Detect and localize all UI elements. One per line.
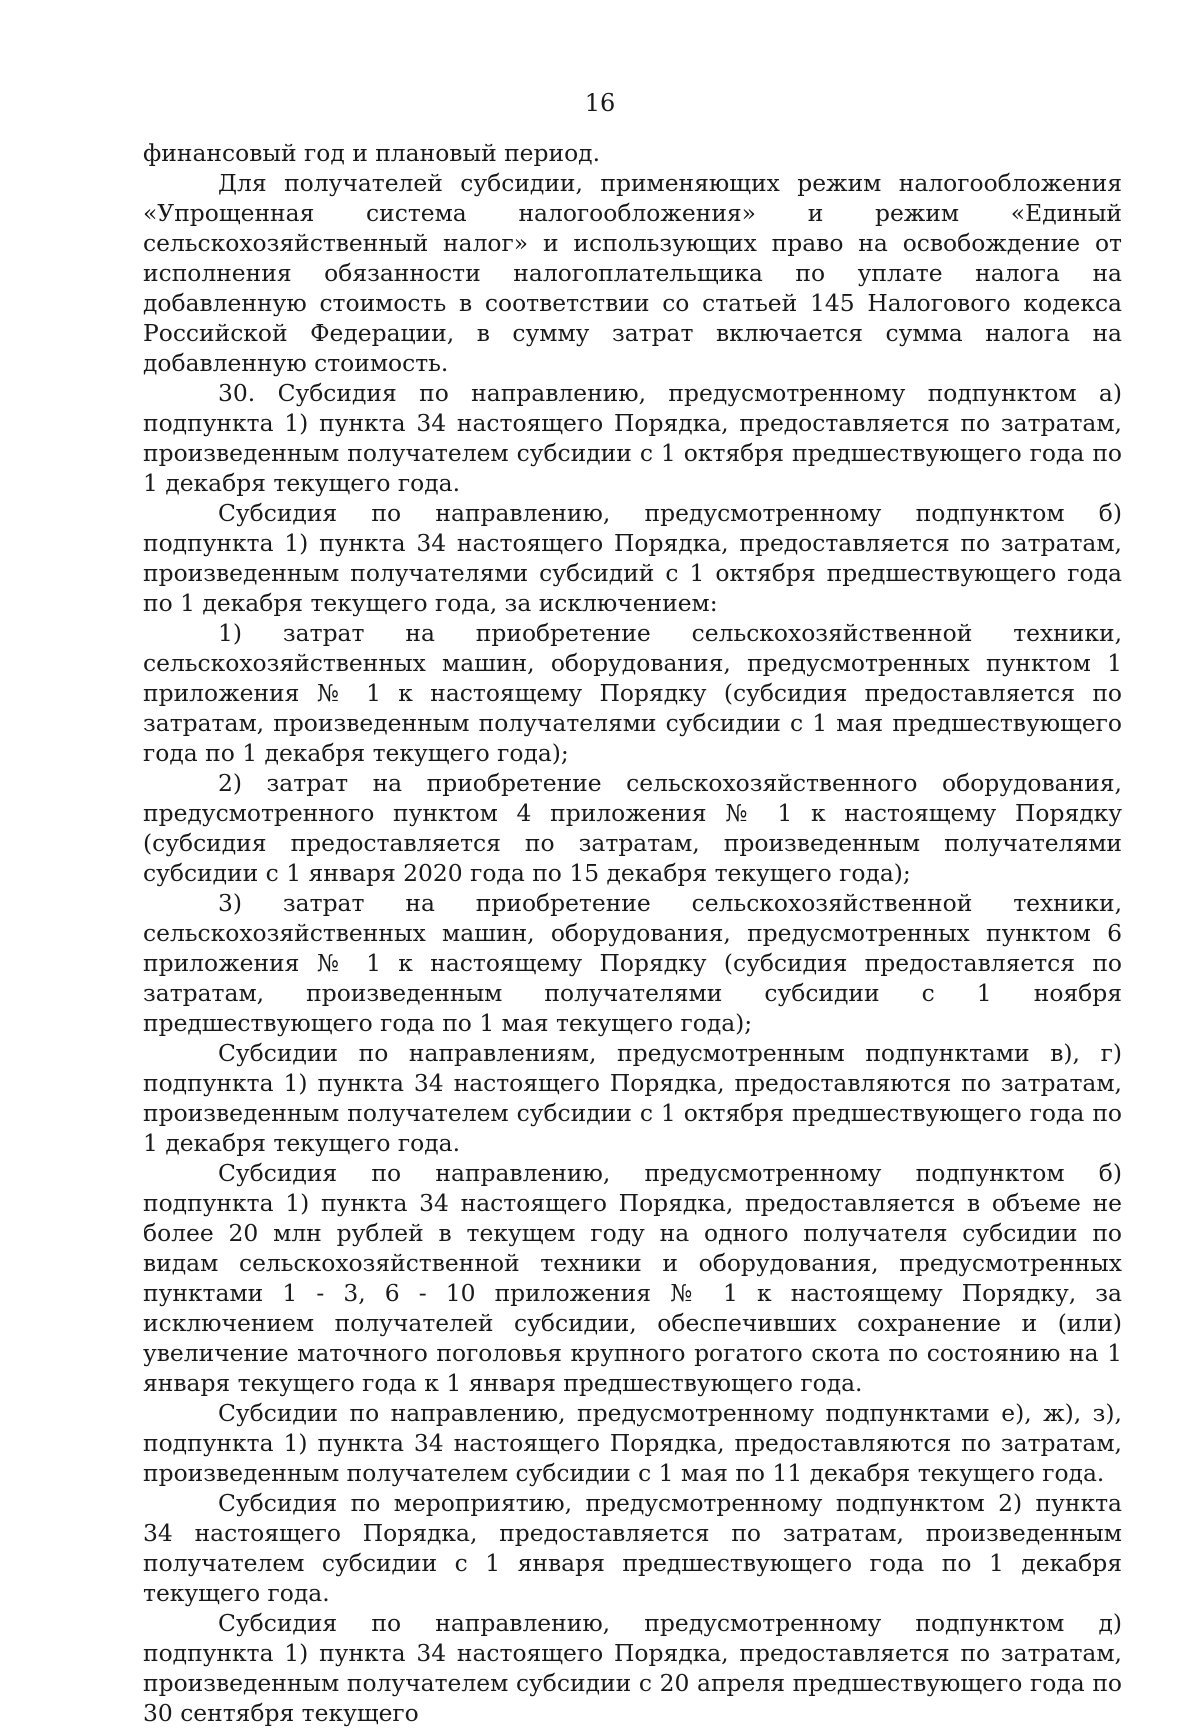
paragraph-continuation: финансовый год и плановый период. [143,139,601,167]
paragraph-item-30: 30. Субсидия по направлению, предусмотренному подпунктом а) подпункта 1) пункта 34 настоящего Порядка, предоставляется по затратам, произведенным получателем субсидии с 1 октября предшествующего года по 1 декабря текущего года. [143,379,1122,497]
paragraph-measure-2: Субсидия по мероприятию, предусмотренному подпунктом 2) пункта 34 настоящего Порядка, предоставляется по затратам, произведенным получателем субсидии с 1 января предшествующего года по 1 декабря текущего года. [143,1489,1122,1607]
paragraph-subsidies-v-g: Субсидии по направлениям, предусмотренным подпунктами в), г) подпункта 1) пункта 34 настоящего Порядка, предоставляются по затратам, произведенным получателем субсидии с 1 октября предшествующего года по 1 декабря текущего года. [143,1039,1122,1157]
list-item-1: 1) затрат на приобретение сельскохозяйственной техники, сельскохозяйственных машин, оборудования, предусмотренных пунктом 1 приложения № 1 к настоящему Порядку (субсидия предоставляется по затратам, произведенным получателями субсидии с 1 мая предшествующего года по 1 декабря текущего года); [143,619,1122,767]
paragraph-subsidies-e-zh-z: Субсидии по направлению, предусмотренному подпунктами е), ж), з), подпункта 1) пункта 34 настоящего Порядка, предоставляются по затратам, произведенным получателем субсидии с 1 мая по 11 декабря текущего года. [143,1399,1122,1487]
paragraph-subsidy-d: Субсидия по направлению, предусмотренному подпунктом д) подпункта 1) пункта 34 настоящего Порядка, предоставляется по затратам, произведенным получателем субсидии с 20 апреля предшествующего года по 30 сентября текущего [143,1609,1122,1727]
document-body [143,138,1122,1728]
list-item-2: 2) затрат на приобретение сельскохозяйственного оборудования, предусмотренного пунктом 4 приложения № 1 к настоящему Порядку (субсидия предоставляется по затратам, произведенным получателями субсидии с 1 января 2020 года по 15 декабря текущего года); [143,769,1122,887]
page-number: 16 [584,89,616,117]
paragraph-subsidy-limit: Субсидия по направлению, предусмотренному подпунктом б) подпункта 1) пункта 34 настоящего Порядка, предоставляется в объеме не более 20 млн рублей в текущем году на одного получателя субсидии по видам сельскохозяйственной техники и оборудования, предусмотренных пунктами 1 - 3, 6 - 10 приложения № 1 к настоящему Порядку, за исключением получателей субсидии, обеспечивших сохранение и (или) увеличение маточного поголовья крупного рогатого скота по состоянию на 1 января текущего года к 1 января предшествующего года. [143,1159,1122,1397]
paragraph-vat-clause: Для получателей субсидии, применяющих режим налогообложения «Упрощенная система налогообложения» и режим «Единый сельскохозяйственный налог» и использующих право на освобождение от исполнения обязанности налогоплательщика по уплате налога на добавленную стоимость в соответствии со статьей 145 Налогового кодекса Российской Федерации, в сумму затрат включается сумма налога на добавленную стоимость. [143,169,1122,377]
list-item-3: 3) затрат на приобретение сельскохозяйственной техники, сельскохозяйственных машин, оборудования, предусмотренных пунктом 6 приложения № 1 к настоящему Порядку (субсидия предоставляется по затратам, произведенным получателями субсидии с 1 ноября предшествующего года по 1 мая текущего года); [143,889,1122,1037]
paragraph-subsidy-b: Субсидия по направлению, предусмотренному подпунктом б) подпункта 1) пункта 34 настоящего Порядка, предоставляется по затратам, произведенным получателями субсидий с 1 октября предшествующего года по 1 декабря текущего года, за исключением: [143,499,1122,617]
